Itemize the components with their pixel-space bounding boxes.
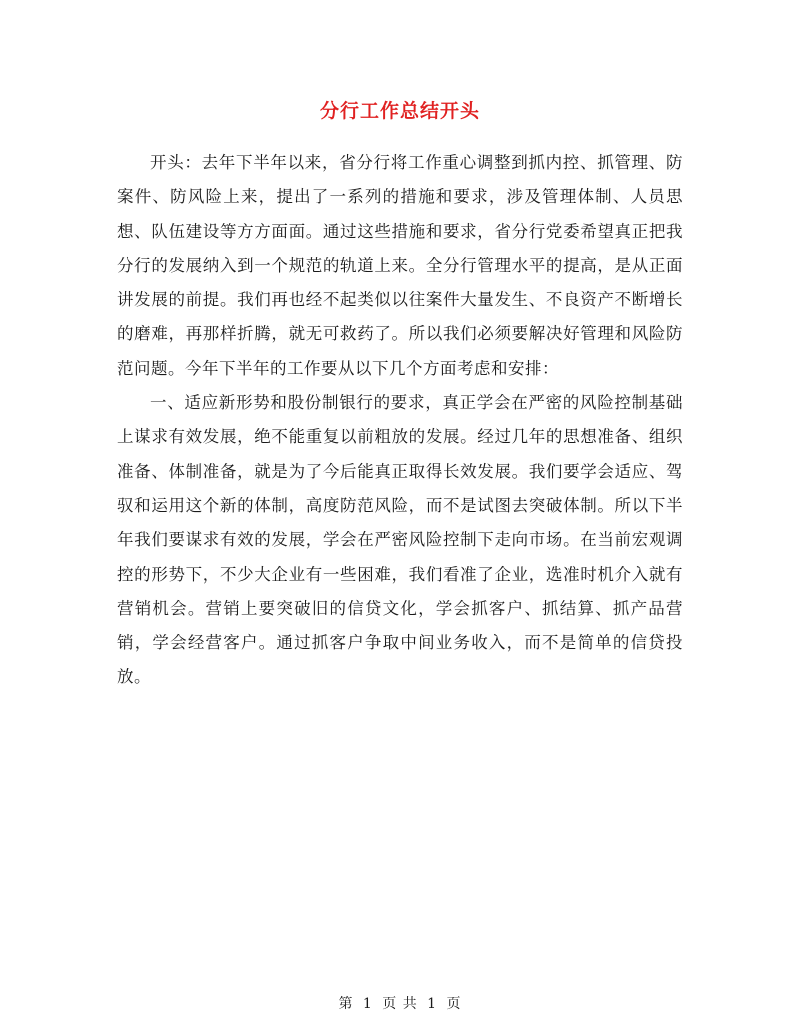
footer-mid: 页 共 bbox=[382, 996, 418, 1012]
footer-page-total: 1 bbox=[427, 996, 438, 1012]
paragraph-point-one: 一、适应新形势和股份制银行的要求，真正学会在严密的风险控制基础上谋求有效发展，绝不能重复以前粗放的发展。经过几年的思想准备、组织准备、体制准备，就是为了今后能真正取得长效发展。我们要学会适应、驾驭和运用这个新的体制，高度防范风险，而不是试图去突破体制。所以下半年我们要谋求有效的发展，学会在严密风险控制下走向市场。在当前宏观调控的形势下，不少大企业有一些困难，我们看准了企业，选准时机介入就有营销机会。营销上要突破旧的信贷文化，学会抓客户、抓结算、抓产品营销，学会经营客户。通过抓客户争取中间业务收入，而不是简单的信贷投放。 bbox=[117, 393, 683, 687]
footer-suffix: 页 bbox=[446, 996, 462, 1012]
paragraph-intro: 开头：去年下半年以来，省分行将工作重心调整到抓内控、抓管理、防案件、防风险上来，提出了一系列的措施和要求，涉及管理体制、人员思想、队伍建设等方方面面。通过这些措施和要求，省分行党委希望真正把我分行的发展纳入到一个规范的轨道上来。全分行管理水平的提高，是从正面讲发展的前提。我们再也经不起类似以往案件大量发生、不良资产不断增长的磨难，再那样折腾，就无可救药了。所以我们必须要解决好管理和风险防范问题。今年下半年的工作要从以下几个方面考虑和安排： bbox=[117, 153, 683, 378]
page-footer bbox=[0, 993, 800, 1013]
footer-prefix: 第 bbox=[338, 996, 354, 1012]
footer-page-number: 1 bbox=[362, 996, 373, 1012]
document-body bbox=[117, 146, 683, 695]
document-title: 分行工作总结开头 bbox=[319, 100, 480, 122]
